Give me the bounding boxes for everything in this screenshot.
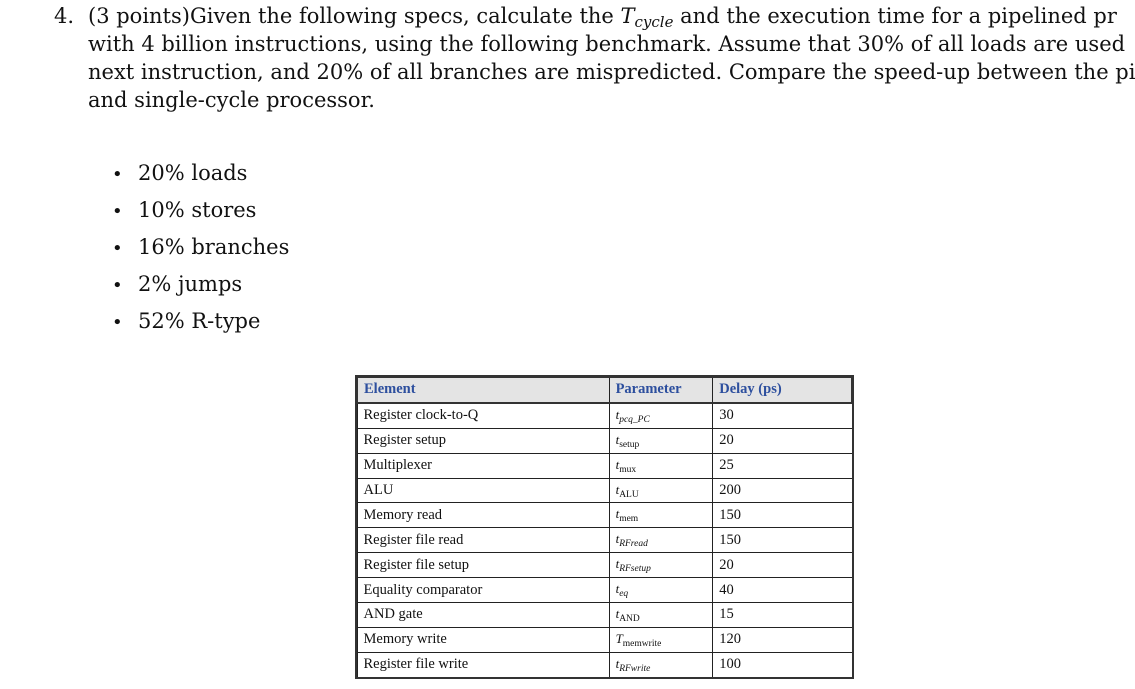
benchmark-list bbox=[112, 156, 289, 341]
parameter-symbol: t bbox=[615, 556, 620, 572]
problem-number: 4. bbox=[54, 4, 75, 28]
parameter-cell bbox=[609, 578, 713, 603]
element-cell: Memory write bbox=[357, 627, 609, 652]
delay-cell: 150 bbox=[713, 503, 852, 528]
problem-line-4: and single-cycle processor. bbox=[88, 88, 375, 112]
benchmark-item-text: 20% loads bbox=[138, 161, 248, 185]
element-cell: Equality comparator bbox=[357, 578, 609, 603]
parameter-subscript: RFwrite bbox=[619, 663, 651, 674]
problem-text-1a: (3 points)Given the following specs, calculate the bbox=[88, 4, 621, 28]
table-row bbox=[357, 652, 852, 677]
benchmark-item-text: 16% branches bbox=[138, 235, 290, 259]
problem-line-1 bbox=[54, 2, 1117, 31]
t-cycle-main: T bbox=[620, 4, 635, 28]
parameter-subscript: RFsetup bbox=[619, 564, 651, 575]
delay-cell: 200 bbox=[713, 478, 852, 503]
delay-cell: 15 bbox=[713, 603, 852, 628]
parameter-cell bbox=[609, 403, 713, 428]
parameter-symbol: t bbox=[615, 481, 620, 497]
element-cell: Register setup bbox=[357, 428, 609, 453]
parameter-symbol: t bbox=[615, 456, 620, 472]
table-row bbox=[357, 553, 852, 578]
parameter-symbol: T bbox=[615, 630, 623, 646]
benchmark-item-text: 2% jumps bbox=[138, 272, 243, 296]
delay-cell: 120 bbox=[713, 627, 852, 652]
benchmark-item bbox=[112, 304, 289, 341]
element-cell: Multiplexer bbox=[357, 453, 609, 478]
parameter-symbol: t bbox=[615, 581, 620, 597]
problem-statement bbox=[54, 2, 1135, 114]
parameter-subscript: mem bbox=[619, 514, 639, 525]
bullet-icon: • bbox=[112, 275, 123, 296]
parameter-symbol: t bbox=[615, 506, 620, 522]
t-cycle-subscript: cycle bbox=[634, 13, 674, 31]
element-cell: Memory read bbox=[357, 503, 609, 528]
delay-cell: 40 bbox=[713, 578, 852, 603]
header-parameter: Parameter bbox=[609, 377, 713, 403]
benchmark-item bbox=[112, 193, 289, 230]
problem-line-3: next instruction, and 20% of all branches are mispredicted. Compare the speed-up between the pi bbox=[88, 60, 1135, 84]
parameter-cell bbox=[609, 503, 713, 528]
bullet-icon: • bbox=[112, 312, 123, 333]
benchmark-item bbox=[112, 156, 289, 193]
delay-cell: 25 bbox=[713, 453, 852, 478]
parameter-subscript: mux bbox=[619, 464, 637, 475]
parameter-symbol: t bbox=[615, 431, 620, 447]
header-delay: Delay (ps) bbox=[713, 377, 852, 403]
benchmark-item bbox=[112, 230, 289, 267]
parameter-cell bbox=[609, 627, 713, 652]
delay-cell: 100 bbox=[713, 652, 852, 677]
header-element: Element bbox=[357, 377, 609, 403]
table-row bbox=[357, 428, 852, 453]
problem-text-1b: and the execution time for a pipelined pr bbox=[673, 4, 1117, 28]
parameter-symbol: t bbox=[615, 531, 620, 547]
bullet-icon: • bbox=[112, 238, 123, 259]
parameter-symbol: t bbox=[615, 406, 620, 422]
problem-line-2: with 4 billion instructions, using the following benchmark. Assume that 30% of all loads are used bbox=[88, 32, 1126, 56]
parameter-cell bbox=[609, 528, 713, 553]
parameter-cell bbox=[609, 428, 713, 453]
parameter-cell bbox=[609, 553, 713, 578]
benchmark-item-text: 52% R-type bbox=[138, 309, 261, 333]
delay-table bbox=[356, 376, 853, 678]
parameter-cell bbox=[609, 478, 713, 503]
parameter-cell bbox=[609, 652, 713, 677]
element-cell: AND gate bbox=[357, 603, 609, 628]
delay-cell: 150 bbox=[713, 528, 852, 553]
parameter-subscript: setup bbox=[619, 439, 640, 450]
table-row bbox=[357, 578, 852, 603]
table-header-row bbox=[357, 377, 852, 403]
element-cell: Register file read bbox=[357, 528, 609, 553]
parameter-subscript: ALU bbox=[619, 489, 639, 500]
element-cell: Register clock-to-Q bbox=[357, 403, 609, 428]
element-cell: ALU bbox=[357, 478, 609, 503]
delay-cell: 30 bbox=[713, 403, 852, 428]
bullet-icon: • bbox=[112, 164, 123, 185]
element-cell: Register file setup bbox=[357, 553, 609, 578]
parameter-symbol: t bbox=[615, 655, 620, 671]
parameter-subscript: eq bbox=[619, 589, 629, 600]
parameter-subscript: RFread bbox=[619, 539, 648, 550]
table-row bbox=[357, 528, 852, 553]
table-row bbox=[357, 603, 852, 628]
parameter-cell bbox=[609, 453, 713, 478]
parameter-subscript: memwrite bbox=[622, 638, 662, 649]
benchmark-item bbox=[112, 267, 289, 304]
t-cycle-symbol bbox=[620, 4, 674, 31]
table-row bbox=[357, 627, 852, 652]
parameter-symbol: t bbox=[615, 605, 620, 621]
table-row bbox=[357, 403, 852, 428]
parameter-subscript: pcq_PC bbox=[619, 414, 650, 425]
parameter-subscript: AND bbox=[619, 613, 640, 624]
delay-cell: 20 bbox=[713, 428, 852, 453]
benchmark-item-text: 10% stores bbox=[138, 198, 257, 222]
delay-cell: 20 bbox=[713, 553, 852, 578]
bullet-icon: • bbox=[112, 201, 123, 222]
table-row bbox=[357, 453, 852, 478]
parameter-cell bbox=[609, 603, 713, 628]
table-row bbox=[357, 478, 852, 503]
element-cell: Register file write bbox=[357, 652, 609, 677]
table-row bbox=[357, 503, 852, 528]
